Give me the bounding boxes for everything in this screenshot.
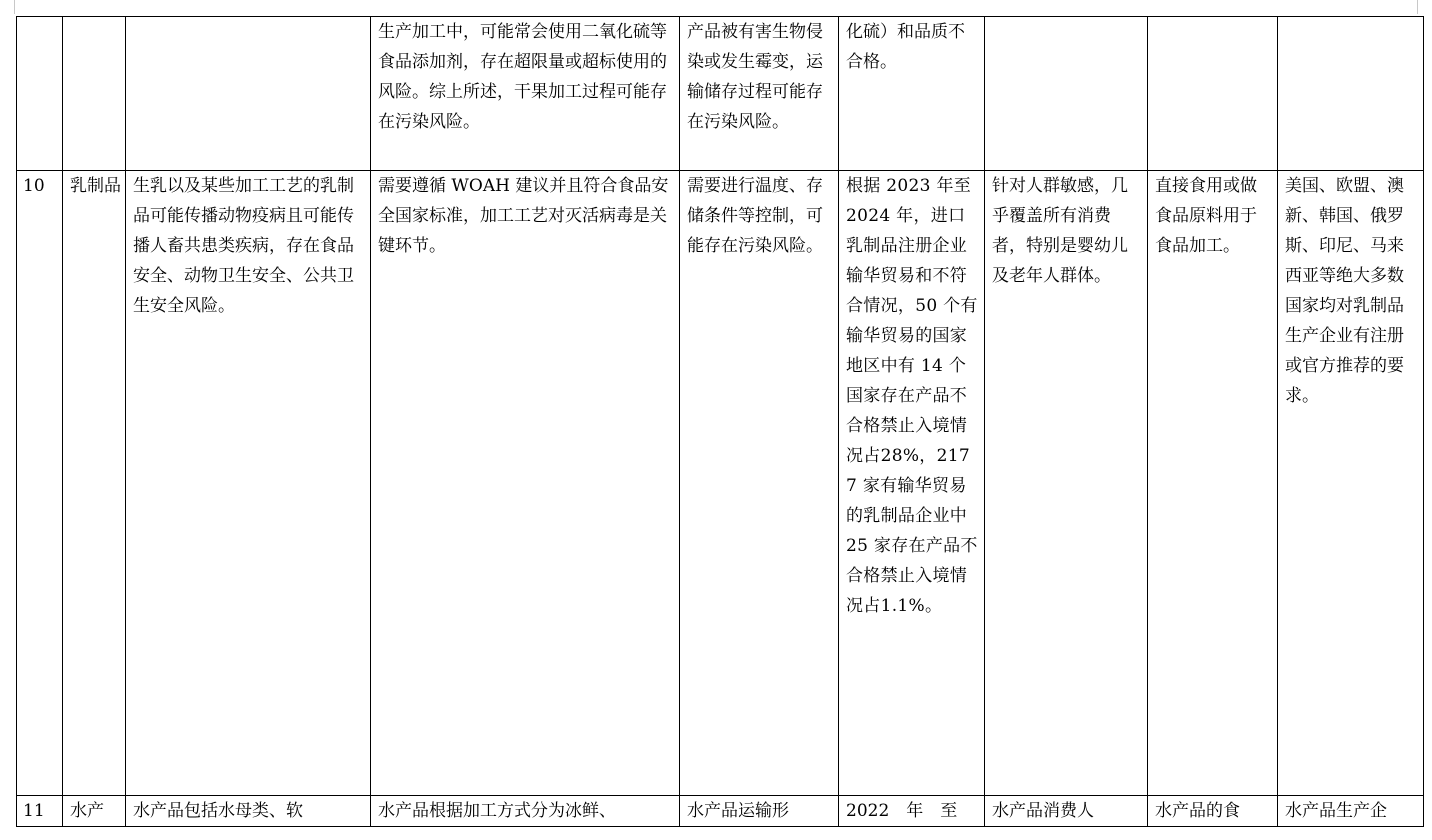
risk-hazard-cell: 生乳以及某些加工工艺的乳制品可能传播动物疫病且可能传播人畜共患类疾病，存在食品安全、动物卫生安全、公共卫生安全风险。	[126, 171, 371, 796]
usage-cell: 水产品的食	[1148, 796, 1278, 827]
foreign-regulation-cell: 美国、欧盟、澳新、韩国、俄罗斯、印尼、马来西亚等绝大多数国家均对乳制品生产企业有注册或官方推荐的要求。	[1278, 171, 1424, 796]
risk-assessment-table	[16, 16, 1424, 827]
category-cell: 乳制品	[63, 171, 126, 796]
population-cell	[985, 17, 1148, 171]
table-row	[17, 796, 1424, 827]
population-cell: 针对人群敏感，几乎覆盖所有消费者，特别是婴幼儿及老年人群体。	[985, 171, 1148, 796]
transport-cell: 水产品运输形	[680, 796, 839, 827]
risk-hazard-cell	[126, 17, 371, 171]
compliance-cell: 化硫）和品质不合格。	[839, 17, 985, 171]
transport-cell: 产品被有害生物侵染或发生霉变，运输储存过程可能存在污染风险。	[680, 17, 839, 171]
category-cell	[63, 17, 126, 171]
risk-hazard-cell: 水产品包括水母类、软	[126, 796, 371, 827]
row-number-cell: 11	[17, 796, 63, 827]
processing-cell: 需要遵循 WOAH 建议并且符合食品安全国家标准，加工工艺对灭活病毒是关键环节。	[371, 171, 680, 796]
usage-cell	[1148, 17, 1278, 171]
compliance-cell: 根据 2023 年至 2024 年，进口乳制品注册企业输华贸易和不符合情况，50 个有输华贸易的国家地区中有 14 个国家存在产品不合格禁止入境情况占28%，2177 家有输华贸易的乳制品企业中 25 家存在产品不合格禁止入境情况占1.1%。	[839, 171, 985, 796]
transport-cell: 需要进行温度、存储条件等控制，可能存在污染风险。	[680, 171, 839, 796]
foreign-regulation-cell: 水产品生产企	[1278, 796, 1424, 827]
processing-cell: 生产加工中，可能常会使用二氧化硫等食品添加剂，存在超限量或超标使用的风险。综上所述，干果加工过程可能存在污染风险。	[371, 17, 680, 171]
table-row	[17, 171, 1424, 796]
processing-cell: 水产品根据加工方式分为冰鲜、	[371, 796, 680, 827]
page-edge	[14, 0, 1418, 14]
row-number-cell	[17, 17, 63, 171]
usage-cell: 直接食用或做食品原料用于食品加工。	[1148, 171, 1278, 796]
row-number-cell: 10	[17, 171, 63, 796]
population-cell: 水产品消费人	[985, 796, 1148, 827]
compliance-cell: 2022 年 至	[839, 796, 985, 827]
category-cell: 水产	[63, 796, 126, 827]
table-row	[17, 17, 1424, 171]
foreign-regulation-cell	[1278, 17, 1424, 171]
